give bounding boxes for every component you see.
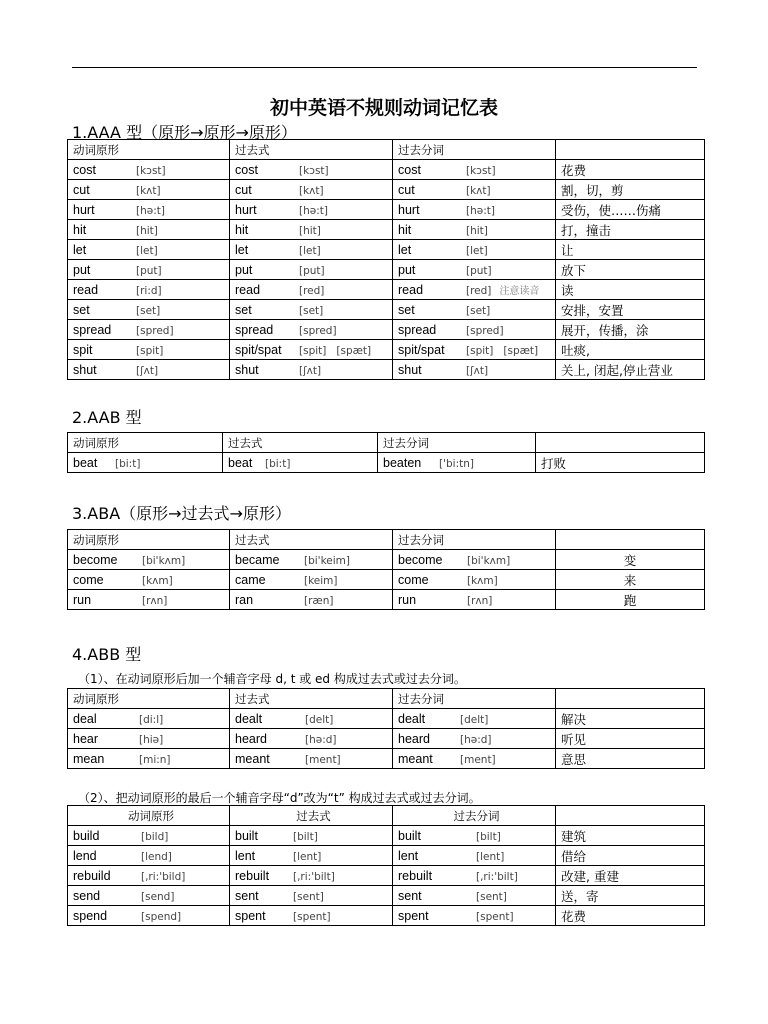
section-heading-aab: 2.AAB 型 — [72, 408, 142, 427]
verb-word: built — [398, 828, 421, 843]
phonetic: [put] — [299, 264, 325, 277]
verb-cell — [230, 826, 393, 846]
verb-word: came — [235, 572, 266, 587]
phonetic: [hiə] — [139, 733, 164, 746]
verb-word: became — [235, 552, 280, 567]
table-aaa — [67, 139, 705, 380]
phonetic: [red] — [299, 284, 325, 297]
verb-cell — [230, 709, 393, 729]
header-cell: 过去分词 — [393, 689, 556, 709]
phonetic: [ʃʌt] — [136, 364, 159, 377]
verb-cell — [393, 160, 556, 180]
header-cell: 动词原形 — [68, 140, 230, 160]
verb-word: cost — [73, 162, 96, 177]
table-row — [68, 866, 705, 886]
phonetic: [bilt] — [293, 830, 318, 843]
verb-cell — [230, 320, 393, 340]
verb-word: dealt — [398, 711, 426, 726]
verb-word: cost — [235, 162, 258, 177]
phonetic: [bi:t] — [115, 457, 141, 470]
phonetic: [set] — [299, 304, 324, 317]
verb-word: hit — [73, 222, 87, 237]
verb-word: deal — [73, 711, 97, 726]
verb-cell — [393, 550, 556, 570]
verb-cell — [393, 320, 556, 340]
verb-cell — [68, 160, 230, 180]
header-cell: 过去式 — [223, 433, 378, 453]
verb-word: built — [235, 828, 258, 843]
verb-cell — [68, 709, 230, 729]
phonetic: [bild] — [141, 830, 169, 843]
verb-cell — [393, 280, 556, 300]
table-abb-2 — [67, 805, 705, 926]
verb-word: put — [73, 262, 91, 277]
verb-cell — [393, 340, 556, 360]
phonetic: [lend] — [141, 850, 172, 863]
verb-word: heard — [235, 731, 267, 746]
phonetic: [kɔst] — [136, 164, 166, 177]
verb-cell — [68, 846, 230, 866]
page-title: 初中英语不规则动词记忆表 — [269, 97, 498, 119]
phonetic: [bilt] — [476, 830, 501, 843]
phonetic: [red] — [466, 285, 492, 297]
table-row — [68, 220, 705, 240]
verb-word: lent — [398, 848, 419, 863]
verb-word: beat — [228, 455, 253, 470]
phonetic: [kʌt] — [299, 184, 324, 197]
phonetic: [spent] — [293, 910, 331, 923]
phonetic: [delt] — [460, 713, 489, 726]
table-aab — [67, 432, 705, 473]
section-heading-abb: 4.ABB 型 — [72, 645, 142, 664]
phonetic: [ment] — [460, 753, 496, 766]
phonetic-alt: [spæt] — [503, 344, 539, 357]
phonetic: [bi'keim] — [304, 554, 350, 567]
phonetic: [di:l] — [139, 713, 164, 726]
meaning-cell: 跑 — [556, 590, 705, 610]
verb-word: lent — [235, 848, 256, 863]
meaning-cell: 花费 — [556, 160, 705, 180]
verb-cell — [393, 729, 556, 749]
verb-word: read — [73, 282, 99, 297]
header-cell: 动词原形 — [68, 530, 230, 550]
verb-word: build — [73, 828, 100, 843]
header-cell: 动词原形 — [68, 806, 230, 826]
verb-cell — [230, 340, 393, 360]
phonetic: [spent] — [476, 910, 514, 923]
meaning-cell: 送，寄 — [556, 886, 705, 906]
verb-cell — [68, 590, 230, 610]
phonetic: [,ri:'bilt] — [476, 870, 518, 883]
phonetic: [bi'kʌm] — [142, 554, 186, 567]
verb-cell — [393, 886, 556, 906]
table-row — [68, 590, 705, 610]
phonetic: [ʃʌt] — [466, 364, 489, 377]
verb-word: spent — [398, 908, 429, 923]
verb-word: mean — [73, 751, 105, 766]
verb-cell — [68, 886, 230, 906]
table-aba — [67, 529, 705, 610]
verb-cell — [230, 846, 393, 866]
table-row — [68, 826, 705, 846]
verb-cell — [68, 300, 230, 320]
table-row — [68, 886, 705, 906]
verb-cell — [230, 749, 393, 769]
table-row — [68, 846, 705, 866]
table-row — [68, 240, 705, 260]
phonetic: [rʌn] — [467, 594, 493, 607]
verb-cell — [393, 200, 556, 220]
verb-word: let — [398, 242, 412, 257]
verb-cell — [68, 280, 230, 300]
phonetic: [sent] — [293, 890, 324, 903]
phonetic: ['bi:tn] — [439, 457, 474, 470]
verb-cell — [393, 590, 556, 610]
phonetic: [kʌm] — [467, 574, 498, 587]
phonetic: [mi:n] — [139, 753, 171, 766]
table-row — [68, 749, 705, 769]
verb-cell — [230, 866, 393, 886]
verb-word: beat — [73, 455, 98, 470]
meaning-cell: 关上, 闭起,停止营业 — [556, 360, 705, 380]
verb-cell — [393, 570, 556, 590]
meaning-cell: 打败 — [536, 453, 705, 473]
phonetic: [,ri:'bild] — [141, 870, 186, 883]
table-row — [68, 453, 705, 473]
table-row — [68, 570, 705, 590]
phonetic: [hit] — [136, 224, 158, 237]
header-cell: 过去式 — [230, 530, 393, 550]
meaning-cell: 借给 — [556, 846, 705, 866]
verb-cell — [230, 200, 393, 220]
verb-word: dealt — [235, 711, 263, 726]
section-heading-aba: 3.ABA（原形→过去式→原形） — [72, 504, 291, 523]
verb-cell — [68, 866, 230, 886]
phonetic: [send] — [141, 890, 175, 903]
table-row — [68, 550, 705, 570]
verb-word: cut — [235, 182, 252, 197]
header-cell — [556, 806, 705, 826]
header-cell: 过去式 — [230, 689, 393, 709]
meaning-cell: 放下 — [556, 260, 705, 280]
verb-cell — [68, 240, 230, 260]
phonetic: [hit] — [466, 224, 488, 237]
phonetic: [spit] — [466, 344, 494, 357]
verb-cell — [230, 590, 393, 610]
meaning-cell: 花费 — [556, 906, 705, 926]
verb-cell — [230, 360, 393, 380]
meaning-cell: 听见 — [556, 729, 705, 749]
verb-cell — [230, 160, 393, 180]
verb-cell — [230, 729, 393, 749]
verb-cell — [223, 453, 378, 473]
phonetic: [kʌt] — [136, 184, 161, 197]
phonetic: [put] — [466, 264, 492, 277]
phonetic: [put] — [136, 264, 162, 277]
phonetic: [spit] — [136, 344, 164, 357]
verb-word: lend — [73, 848, 97, 863]
verb-cell — [68, 320, 230, 340]
verb-word: ran — [235, 592, 254, 607]
table-header-row — [68, 530, 705, 550]
verb-cell — [68, 260, 230, 280]
phonetic: [delt] — [305, 713, 334, 726]
verb-cell — [68, 749, 230, 769]
verb-cell — [230, 550, 393, 570]
verb-word: shut — [235, 362, 259, 377]
phonetic: [let] — [466, 244, 488, 257]
header-cell: 过去分词 — [378, 433, 536, 453]
verb-word: hear — [73, 731, 99, 746]
verb-word: cut — [398, 182, 415, 197]
verb-word: meant — [398, 751, 433, 766]
meaning-cell: 读 — [556, 280, 705, 300]
phonetic: [set] — [136, 304, 161, 317]
table-row — [68, 300, 705, 320]
verb-cell — [68, 200, 230, 220]
meaning-cell: 让 — [556, 240, 705, 260]
verb-word: hurt — [398, 202, 420, 217]
verb-cell — [230, 180, 393, 200]
phonetic: [spend] — [141, 910, 182, 923]
meaning-cell: 受伤，使……伤痛 — [556, 200, 705, 220]
verb-cell — [393, 709, 556, 729]
meaning-cell: 改建, 重建 — [556, 866, 705, 886]
verb-cell — [393, 826, 556, 846]
verb-word: put — [398, 262, 416, 277]
verb-cell — [230, 280, 393, 300]
table-row — [68, 340, 705, 360]
verb-cell — [393, 300, 556, 320]
verb-cell — [68, 826, 230, 846]
verb-cell — [230, 300, 393, 320]
phonetic: [hə:d] — [460, 733, 492, 746]
verb-word: set — [235, 302, 252, 317]
verb-cell — [393, 360, 556, 380]
table-header-row — [68, 689, 705, 709]
verb-word: hit — [235, 222, 249, 237]
verb-word: run — [398, 592, 417, 607]
verb-word: set — [73, 302, 90, 317]
header-cell: 动词原形 — [68, 689, 230, 709]
meaning-cell: 变 — [556, 550, 705, 570]
table-row — [68, 280, 705, 300]
meaning-cell: 打，撞击 — [556, 220, 705, 240]
verb-word: spread — [235, 322, 274, 337]
verb-word: spread — [398, 322, 437, 337]
meaning-cell: 展开，传播，涂 — [556, 320, 705, 340]
header-cell — [536, 433, 705, 453]
verb-word: spit/spat — [398, 342, 445, 357]
table-row — [68, 709, 705, 729]
verb-word: spit — [73, 342, 93, 357]
phonetic: [hə:d] — [305, 733, 337, 746]
phonetic: [ræn] — [304, 594, 334, 607]
verb-word: hurt — [235, 202, 257, 217]
verb-word: send — [73, 888, 101, 903]
phonetic: [kɔst] — [466, 164, 496, 177]
verb-word: sent — [235, 888, 259, 903]
verb-word: hit — [398, 222, 412, 237]
phonetic: [,ri:'bilt] — [293, 870, 335, 883]
phonetic: [rʌn] — [142, 594, 168, 607]
verb-cell — [68, 550, 230, 570]
table-row — [68, 180, 705, 200]
header-cell: 过去式 — [230, 806, 393, 826]
verb-cell — [393, 866, 556, 886]
verb-word: rebuilt — [235, 868, 270, 883]
top-rule — [72, 67, 697, 68]
verb-cell — [230, 260, 393, 280]
verb-word: become — [73, 552, 118, 567]
verb-cell — [230, 570, 393, 590]
meaning-cell: 建筑 — [556, 826, 705, 846]
header-cell: 过去式 — [230, 140, 393, 160]
table-row — [68, 260, 705, 280]
verb-word: hurt — [73, 202, 95, 217]
verb-cell — [68, 453, 223, 473]
phonetic: [keim] — [304, 574, 338, 587]
verb-word: spread — [73, 322, 112, 337]
verb-word: cut — [73, 182, 90, 197]
table-row — [68, 906, 705, 926]
verb-cell — [230, 240, 393, 260]
phonetic: [hit] — [299, 224, 321, 237]
verb-cell — [393, 220, 556, 240]
header-cell: 动词原形 — [68, 433, 223, 453]
verb-cell — [378, 453, 536, 473]
verb-word: let — [73, 242, 87, 257]
verb-word: spend — [73, 908, 108, 923]
verb-word: become — [398, 552, 443, 567]
phonetic: [ri:d] — [136, 284, 162, 297]
table-header-row — [68, 140, 705, 160]
verb-word: beaten — [383, 455, 422, 470]
verb-word: meant — [235, 751, 270, 766]
phonetic: [spit] — [299, 344, 327, 357]
phonetic: [spred] — [466, 324, 504, 337]
phonetic-alt: [spæt] — [336, 344, 372, 357]
verb-word: shut — [398, 362, 422, 377]
verb-word: read — [398, 283, 424, 297]
meaning-cell: 割，切，剪 — [556, 180, 705, 200]
header-cell — [556, 530, 705, 550]
verb-cell — [230, 220, 393, 240]
header-cell: 过去分词 — [393, 530, 556, 550]
verb-word: cost — [398, 162, 421, 177]
phonetic: [bi:t] — [265, 457, 291, 470]
phonetic: [kɔst] — [299, 164, 329, 177]
phonetic: [bi'kʌm] — [467, 554, 511, 567]
phonetic: [hə:t] — [299, 204, 328, 217]
verb-cell — [68, 570, 230, 590]
verb-word: come — [73, 572, 104, 587]
meaning-cell: 意思 — [556, 749, 705, 769]
verb-cell — [230, 886, 393, 906]
verb-cell — [68, 340, 230, 360]
table-row — [68, 729, 705, 749]
verb-word: spent — [235, 908, 266, 923]
verb-cell — [68, 906, 230, 926]
verb-cell — [68, 360, 230, 380]
verb-cell — [393, 749, 556, 769]
section-note-abb-2: （2）、把动词原形的最后一个辅音字母“d”改为“t” 构成过去式或过去分词。 — [78, 791, 481, 805]
meaning-cell: 吐痰, — [556, 340, 705, 360]
phonetic: [lent] — [476, 850, 505, 863]
header-cell: 过去分词 — [393, 806, 556, 826]
phonetic: [ʃʌt] — [299, 364, 322, 377]
phonetic: [lent] — [293, 850, 322, 863]
phonetic: [kʌm] — [142, 574, 173, 587]
header-cell — [556, 140, 705, 160]
meaning-cell: 解决 — [556, 709, 705, 729]
phonetic: [hə:t] — [466, 204, 495, 217]
header-cell — [556, 689, 705, 709]
verb-cell — [393, 180, 556, 200]
verb-word: spit/spat — [235, 342, 282, 357]
verb-cell — [68, 220, 230, 240]
table-row — [68, 360, 705, 380]
verb-cell — [68, 180, 230, 200]
phonetic: [let] — [136, 244, 158, 257]
verb-word: run — [73, 592, 92, 607]
table-header-row — [68, 806, 705, 826]
phonetic: [set] — [466, 304, 491, 317]
phonetic: [spred] — [136, 324, 174, 337]
table-row — [68, 320, 705, 340]
verb-cell — [393, 260, 556, 280]
verb-word: rebuild — [73, 868, 111, 883]
phonetic: [kʌt] — [466, 184, 491, 197]
section-heading-aaa: 1.AAA 型（原形→原形→原形） — [72, 123, 297, 142]
verb-word: read — [235, 282, 261, 297]
verb-cell — [68, 729, 230, 749]
header-cell: 过去分词 — [393, 140, 556, 160]
verb-word: shut — [73, 362, 97, 377]
phonetic: [spred] — [299, 324, 337, 337]
pronunciation-note: 注意读音 — [499, 286, 540, 297]
verb-cell — [393, 846, 556, 866]
phonetic: [sent] — [476, 890, 507, 903]
verb-cell — [230, 906, 393, 926]
meaning-cell: 来 — [556, 570, 705, 590]
section-note-abb-1: （1）、在动词原形后加一个辅音字母 d, t 或 ed 构成过去式或过去分词。 — [78, 672, 466, 686]
verb-word: sent — [398, 888, 422, 903]
verb-cell — [393, 240, 556, 260]
verb-word: set — [398, 302, 415, 317]
phonetic: [hə:t] — [136, 204, 165, 217]
table-header-row — [68, 433, 705, 453]
verb-word: come — [398, 572, 429, 587]
table-row — [68, 200, 705, 220]
verb-word: heard — [398, 731, 430, 746]
verb-word: let — [235, 242, 249, 257]
table-row — [68, 160, 705, 180]
phonetic: [ment] — [305, 753, 341, 766]
table-abb-1 — [67, 688, 705, 769]
verb-word: put — [235, 262, 253, 277]
phonetic: [let] — [299, 244, 321, 257]
verb-cell — [393, 906, 556, 926]
meaning-cell: 安排，安置 — [556, 300, 705, 320]
verb-word: rebuilt — [398, 868, 433, 883]
